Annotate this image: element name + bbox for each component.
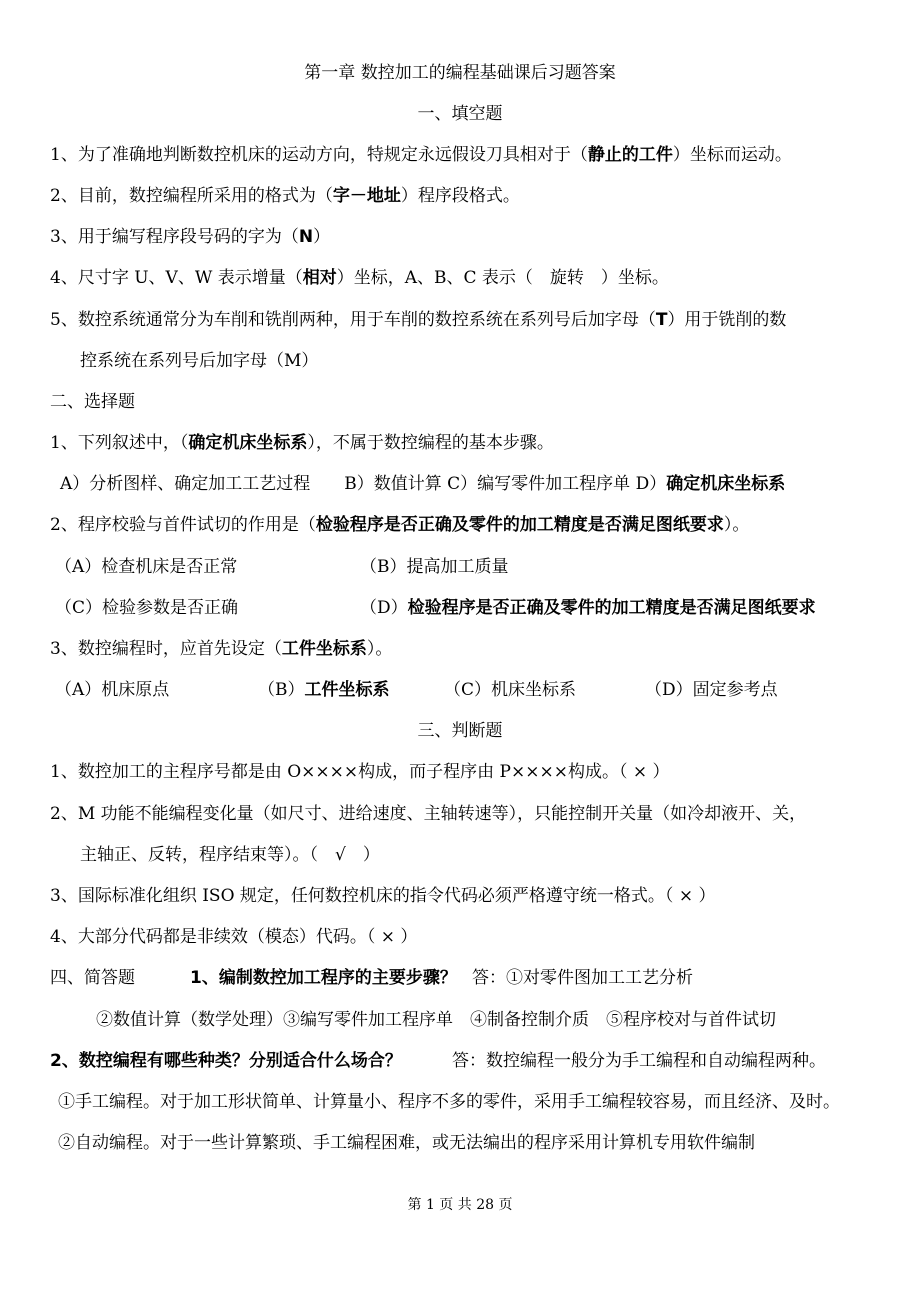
short-answer-q2-answer: 答：数控编程一般分为手工编程和自动编程两种。 (452, 1051, 826, 1071)
answer-text: 确定机床坐标系 (666, 474, 786, 494)
answer-text: 工件坐标系 (281, 639, 367, 659)
short-answer-q2-auto: ②自动编程。对于一些计算繁琐、手工编程困难，或无法编出的程序采用计算机专用软件编制 (58, 1133, 755, 1153)
judge-q2-line2: 主轴正、反转，程序结束等）。（ √ ） (80, 845, 380, 865)
choice-q3-option-b: （B）工件坐标系 (258, 680, 390, 700)
short-answer-q2-manual: ①手工编程。对于加工形状简单、计算量小、程序不多的零件，采用手工编程较容易，而且经济、及时。 (58, 1092, 840, 1112)
answer-text: 检验程序是否正确及零件的加工精度是否满足图纸要求 (407, 598, 816, 618)
fill-blank-q2: 2、目前，数控编程所采用的格式为（字－地址）程序段格式。 (50, 186, 520, 206)
choice-q3-option-c: （C）机床坐标系 (444, 680, 577, 700)
page-footer: 第 1 页 共 28 页 (407, 1197, 513, 1213)
fill-blank-q3: 3、用于编写程序段号码的字为（N） (50, 227, 331, 247)
section-heading-choice: 二、选择题 (50, 392, 135, 412)
answer-text: 工件坐标系 (304, 680, 390, 700)
choice-q3-option-a: （A）机床原点 (55, 680, 170, 700)
answer-text: 相对 (302, 268, 337, 288)
page-title: 第一章 数控加工的编程基础课后习题答案 (304, 63, 616, 83)
choice-q3-option-d: （D）固定参考点 (645, 680, 778, 700)
answer-text: 字－地址 (332, 186, 401, 206)
short-answer-q1-answer-cont: ②数值计算（数学处理）③编写零件加工程序单 ④制备控制介质 ⑤程序校对与首件试切 (96, 1010, 776, 1030)
choice-q2-option-c: （C）检验参数是否正确 (55, 598, 239, 618)
answer-text: 检验程序是否正确及零件的加工精度是否满足图纸要求 (315, 515, 724, 535)
short-answer-q2: 2、数控编程有哪些种类？分别适合什么场合？ (50, 1051, 402, 1071)
answer-text: 确定机床坐标系 (188, 433, 308, 453)
answer-text: 静止的工件 (587, 145, 673, 165)
choice-q1: 1、下列叙述中，（确定机床坐标系），不属于数控编程的基本步骤。 (50, 433, 554, 453)
answer-text: N (298, 227, 314, 247)
choice-q2-option-a: （A）检查机床是否正常 (55, 557, 238, 577)
short-answer-q1: 1、编制数控加工程序的主要步骤？ (190, 968, 457, 988)
choice-q2-option-d: （D）检验程序是否正确及零件的加工精度是否满足图纸要求 (360, 598, 816, 618)
choice-q2: 2、程序校验与首件试切的作用是（检验程序是否正确及零件的加工精度是否满足图纸要求）。 (50, 515, 750, 535)
choice-q2-option-b: （B）提高加工质量 (360, 557, 509, 577)
fill-blank-q5-line2: 控系统在系列号后加字母（M） (80, 351, 319, 371)
choice-q1-options: A）分析图样、确定加工工艺过程 B）数值计算 C）编写零件加工程序单 D）确定机床坐标系 (60, 474, 786, 494)
judge-q4: 4、大部分代码都是非续效（模态）代码。（ × ） (50, 927, 418, 947)
fill-blank-q4: 4、尺寸字 U、V、W 表示增量（相对）坐标，A、B、C 表示（ 旋转 ）坐标。 (50, 268, 669, 288)
fill-blank-q5-line1: 5、数控系统通常分为车削和铣削两种，用于车削的数控系统在系列号后加字母（T）用于铣削的数 (50, 310, 787, 330)
section-heading-fill-blank: 一、填空题 (417, 104, 503, 124)
judge-q2-line1: 2、M 功能不能编程变化量（如尺寸、进给速度、主轴转速等），只能控制开关量（如冷却液开、关， (50, 804, 807, 824)
short-answer-q1-answer: 答：①对零件图加工工艺分析 (472, 968, 693, 988)
section-heading-judge: 三、判断题 (417, 721, 503, 741)
judge-q1: 1、数控加工的主程序号都是由 O××××构成，而子程序由 P××××构成。（ × ） (50, 762, 670, 782)
section-heading-short-answer: 四、简答题 (50, 968, 135, 988)
judge-q3: 3、国际标准化组织 ISO 规定，任何数控机床的指令代码必须严格遵守统一格式。（ × ） (50, 886, 716, 906)
answer-text: T (655, 310, 668, 330)
fill-blank-q1: 1、为了准确地判断数控机床的运动方向，特规定永远假设刀具相对于（静止的工件）坐标而运动。 (50, 145, 792, 165)
choice-q3: 3、数控编程时，应首先设定（工件坐标系）。 (50, 639, 393, 659)
